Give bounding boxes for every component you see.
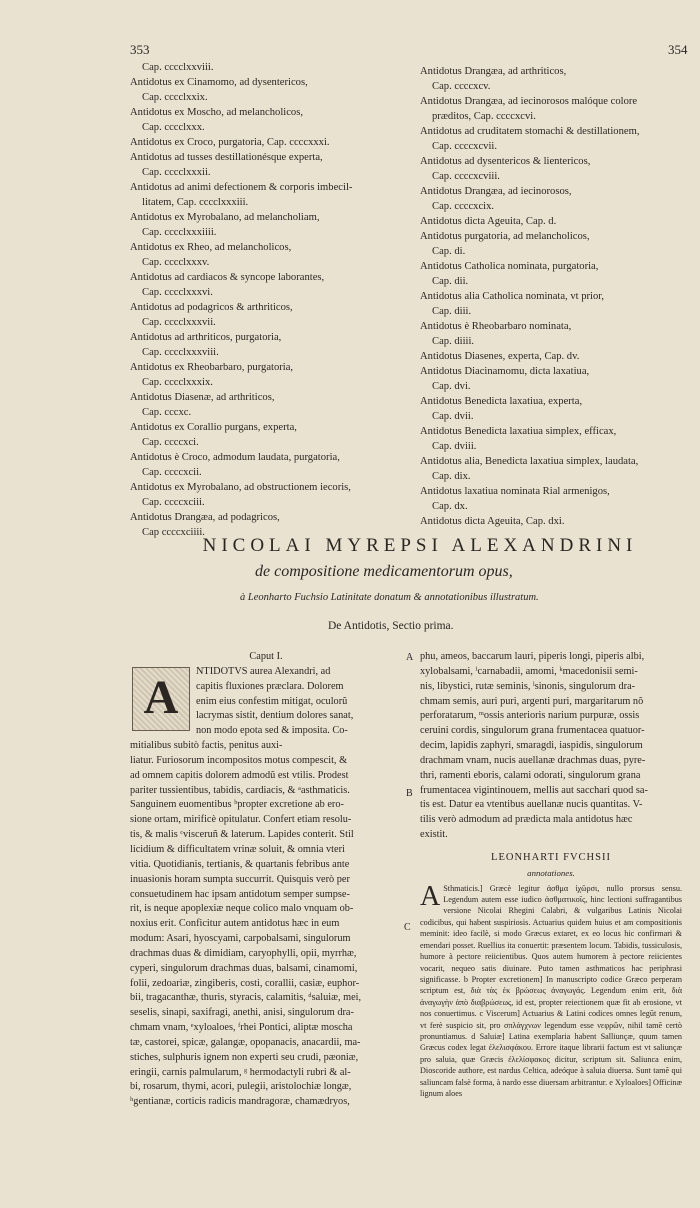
margin-letter-b: B	[406, 788, 413, 799]
text-line: nis, libystici, rutæ seminis, ˡsinonis, singulorum dra-	[420, 680, 636, 692]
text-line: tis, & malis ᶜvisceruñ & laterum. Lapides conterit. Stil	[130, 829, 354, 841]
text-line: frumentacea vigintinouem, mellis aut sacchari quod sa-	[420, 784, 648, 796]
text-line: rit, is neque apoplexiæ neque colico malo vnquam ob-	[130, 903, 354, 915]
index-entry: Cap. ccccxciii.	[142, 497, 205, 508]
page-number-right: 354	[668, 42, 688, 57]
page-number-left: 353	[130, 42, 150, 57]
text-line: liatur. Furiosorum incompositos motus compescit, &	[130, 754, 348, 766]
index-entry: Antidotus è Croco, admodum laudata, purgatoria,	[130, 452, 340, 463]
index-entry: Antidotus ex Cinamomo, ad dysentericos,	[130, 77, 308, 88]
body-column-right	[420, 650, 682, 1099]
text-line: pariter tussientibus, tabidis, cardiacis, & ᵃasthmaticis.	[130, 784, 350, 796]
text-line: non modo epota sed & imposita. Co-	[196, 725, 348, 737]
text-line: mitialibus subitò factis, penitus auxi-	[130, 740, 283, 752]
body-text-left	[130, 665, 402, 1110]
index-entry: Cap ccccxciiii.	[142, 527, 205, 538]
index-column-left	[130, 60, 412, 540]
index-entry: Cap. cccclxxxiiii.	[142, 227, 217, 238]
text-line: ad omnem capitis dolorem admodũ est vtilis. Prodest	[130, 769, 349, 781]
index-entry: Antidotus alia, Benedicta laxatiua simplex, laudata,	[420, 456, 639, 467]
index-entry: Cap. cccclxxviii.	[142, 62, 214, 73]
text-line: xylobalsami, ⁱcarnabadii, amomi, ᵏmacedonisii semi-	[420, 665, 638, 677]
index-entry: Cap. cccclxxxix.	[142, 377, 213, 388]
text-line: drachmam vnam, nucis auellanæ drachmas duas, pyre-	[420, 754, 646, 766]
index-entry: Cap. cccclxxxvi.	[142, 287, 213, 298]
index-entry: Antidotus ad podagricos & arthriticos,	[130, 302, 293, 313]
text-line: decim, lapidis zaphyri, smaragdi, iaspidis, singulorum	[420, 740, 643, 752]
text-line: thri, ramenti eboris, calami odorati, singulorum grana	[420, 769, 641, 781]
annotation-initial: A	[420, 880, 441, 912]
index-entry: Antidotus ex Corallio purgans, experta,	[130, 422, 297, 433]
annotations-title: LEONHARTI FVCHSII	[491, 851, 611, 863]
index-entry: Antidotus ex Rheobarbaro, purgatoria,	[130, 362, 294, 373]
index-entry: Cap. diii.	[432, 306, 472, 317]
text-line: drachmas duas & dimidiam, caryophylli, opii, myrrhæ,	[130, 947, 357, 959]
index-entry: Antidotus è Rheobarbaro nominata,	[420, 321, 572, 332]
index-entry: Antidotus ex Myrobalano, ad melancholiam,	[130, 212, 320, 223]
text-line: stiches, sulphuris ignem non experti seu crudi, pæoniæ,	[130, 1051, 359, 1063]
index-entry: Cap. ccccxcii.	[142, 467, 202, 478]
margin-letter-a: A	[406, 652, 414, 663]
index-entry: Antidotus ad dysentericos & lientericos,	[420, 156, 591, 167]
margin-letter-c: C	[404, 922, 411, 933]
index-entry: Antidotus ad tusses destillationésque experta,	[130, 152, 323, 163]
index-entry: Cap. cccclxxxvii.	[142, 317, 216, 328]
index-entry: præditos, Cap. ccccxcvi.	[432, 111, 536, 122]
text-line: eringii, carnis palmularum, ᵍ hermodactyli rubri & al-	[130, 1066, 351, 1078]
index-entry: Cap. ccccxcvii.	[432, 141, 498, 152]
index-entry: Antidotus Drangæa, ad arthriticos,	[420, 66, 567, 77]
index-entry: Antidotus laxatiua nominata Rial armenigos,	[420, 486, 610, 497]
text-line: vitia. Quotidianis, tertianis, & quartanis febribus ante	[130, 858, 350, 870]
index-entry: Cap. cccclxxx.	[142, 122, 205, 133]
index-entry: Antidotus Diacinamomu, dicta laxatiua,	[420, 366, 590, 377]
index-entry: Antidotus alia Catholica nominata, vt prior,	[420, 291, 605, 302]
work-title: NICOLAI MYREPSI ALEXANDRINI	[202, 535, 638, 556]
index-entry: Cap. ccccxcix.	[432, 201, 495, 212]
index-entry: Antidotus Drangæa, ad iecinorosos,	[420, 186, 572, 197]
text-line: folii, zedoariæ, zingiberis, costi, corallii, casiæ, euphor-	[130, 977, 360, 989]
index-entry: Cap. ccccxci.	[142, 437, 199, 448]
text-line: phu, ameos, baccarum lauri, piperis longi, piperis albi,	[420, 651, 645, 662]
text-line: licidium & difficultatem vrinæ soluit, & omnia vteri	[130, 843, 345, 855]
text-line: modum: Asari, hyoscyami, carpobalsami, singulorum	[130, 933, 351, 945]
text-line: seselis, sinapi, saxifragi, anethi, anisi, singulorum dra-	[130, 1007, 354, 1019]
text-line: tis est. Datur ea vtentibus auellanæ nucis quantitas. V-	[420, 799, 643, 811]
index-entry: Cap. dii.	[432, 276, 469, 287]
text-line: NTIDOTVS aurea Alexandri, ad	[196, 665, 331, 677]
index-entry: Cap. ccccxcviii.	[432, 171, 500, 182]
index-entry: Antidotus ad animi defectionem & corporis imbecil-	[130, 182, 353, 193]
text-line: tæ, castorei, spicæ, galangæ, opopanacis, anacardii, ma-	[130, 1036, 361, 1048]
text-line: bi, rosarum, thymi, acori, pulegii, aristolochiæ longæ,	[130, 1081, 352, 1093]
body-text-right	[420, 650, 682, 843]
index-entry: Cap. cccclxxix.	[142, 92, 208, 103]
text-line: inuasionis horam sumpta succurrit. Quisquis verò per	[130, 873, 350, 885]
index-entry: Antidotus ad arthriticos, purgatoria,	[130, 332, 282, 343]
section-heading: De Antidotis, Sectio prima.	[328, 620, 454, 632]
index-entry: Antidotus ex Rheo, ad melancholicos,	[130, 242, 292, 253]
text-line: cyperi, singulorum drachmas duas, balsami, cinamomi,	[130, 962, 358, 974]
index-entry: Cap. cccclxxxviii.	[142, 347, 219, 358]
text-line: perforatarum, ᵐossis anterioris narium purpuræ, ossis	[420, 710, 640, 722]
index-entry: Antidotus Catholica nominata, purgatoria,	[420, 261, 599, 272]
index-entry: Cap. dvi.	[432, 381, 471, 392]
index-entry: Antidotus Diasenæ, ad arthriticos,	[130, 392, 275, 403]
text-line: Sanguinem euomentibus ᵇpropter excretione ab ero-	[130, 799, 344, 811]
text-line: ceruini cordis, singulorum grana frumentacea quatuor-	[420, 725, 645, 737]
index-entry: Cap. dx.	[432, 501, 468, 512]
index-entry: Cap. di.	[432, 246, 466, 257]
index-entry: Antidotus ad cruditatem stomachi & destillationem,	[420, 126, 640, 137]
index-entry: Antidotus ex Croco, purgatoria, Cap. ccccxxxi.	[130, 137, 330, 148]
text-line: consuetudinem hac ipsam antidotum semper sumpse-	[130, 888, 350, 900]
index-entry: Cap. cccclxxxii.	[142, 167, 211, 178]
index-entry: Antidotus dicta Ageuita, Cap. dxi.	[420, 516, 565, 527]
text-line: capitis fluxiones præclara. Dolorem	[196, 680, 344, 692]
text-line: existit.	[420, 829, 448, 841]
index-entry: Antidotus ad cardiacos & syncope laborantes,	[130, 272, 325, 283]
annotations-text	[420, 880, 682, 1100]
text-line: tilis verò admodum ad prædicta mala antidotus hæc	[420, 814, 633, 826]
text-line: noxius erit. Conficitur autem antidotus hæc in eum	[130, 918, 340, 930]
chapter-heading: Caput I.	[249, 651, 283, 662]
text-line: bii, tragacanthæ, thuris, styracis, calamitis, ᵈsaluiæ, mei,	[130, 992, 362, 1004]
index-entry: Antidotus Benedicta laxatiua simplex, efficax,	[420, 426, 617, 437]
index-entry: Cap. cccxc.	[142, 407, 192, 418]
index-column-right	[420, 64, 682, 529]
index-entry: Antidotus ex Myrobalano, ad obstructionem iecoris,	[130, 482, 351, 493]
translator-credit: à Leonharto Fuchsio Latinitate donatum & annotationibus illustratum.	[240, 592, 539, 603]
index-entry: Cap. dvii.	[432, 411, 474, 422]
index-entry: Antidotus Drangæa, ad podagricos,	[130, 512, 280, 523]
index-entry: Antidotus dicta Ageuita, Cap. d.	[420, 216, 557, 227]
ornamental-initial: A	[132, 667, 190, 731]
body-column-left	[130, 650, 402, 1110]
work-subtitle: de compositione medicamentorum opus,	[255, 563, 513, 580]
index-entry: Antidotus Diasenes, experta, Cap. dv.	[420, 351, 580, 362]
text-line: ʰgentianæ, corticis radicis mandragoræ, chamædryos,	[130, 1096, 350, 1108]
text-line: chmam semis, auri puri, argenti puri, margaritarum nõ	[420, 695, 644, 707]
index-entry: Cap. cccclxxxv.	[142, 257, 210, 268]
index-entry: Antidotus Benedicta laxatiua, experta,	[420, 396, 583, 407]
text-line: chmam vnam, ᵉxyloaloes, ᶠrhei Pontici, aliptæ moscha	[130, 1022, 353, 1034]
index-entry: Cap. diiii.	[432, 336, 475, 347]
annotation-body: Sthmaticis.] Græcè legitur ἀσθμα ἰχῶρσι, nullo prorsus sensu. Legendum autem esse iudico ἀσθματικοῖς, hinc lectioni suffragantibus versione Nicolai Rhegini Calabri, & vulgaribus Latinis Nicolai codicibus, qui habent suspiriosis. Actuarius quidem huius et am compositionis meminit: ideo facilè, si modo Græcus extaret, ex eo locus hic confirmari & emendari posset. Ruellius ita conuertit: præsentem locum. Tabidis, tussiculosis, humore à pectore reiicientibus. Quos autem humorem à pectore reiicientes vocarit, nequeo satis diuinare. Puto tamen asthmaticos hac periphrasi significasse. b Propter excretionem] In manuscripto codice Græco perperam scriptum est, διὰ τὰς ἐκ βρώσεως ἀναγωγάς. Legendum enim erit, διὰ ἀναγωγὴν ἀπὸ διαβρώσεως, id est, propter reiectionem quæ fit ab erosione, vt nos conuertimus. c Viscerum] Actuarius & Latini codices omnes legũt renum, vt ferè suspicio sit, pro σπλάγχνων legendum esse νεφρῶν, nihil tamẽ certò pronuntiamus. d Saluiæ] Latina exemplaria habent Salliunçæ, quum tamen Græcus codex legat ἐλελισφάκου. Errore itaque librarii factum est vt saliunçæ pro saluia, quæ Græcis ἐλελίσφακος dicitur, scriptum sit. Saliunca enim, Dioscoride authore, est nardus Celtica, adeóque à saluia diuersa. Sunt tamẽ qui saliuncam falsè forma, à nardo esse diuersam arbitrantur. e Xyloaloes] Officinæ lignum aloes	[420, 883, 682, 1098]
index-entry: Antidotus purgatoria, ad melancholicos,	[420, 231, 590, 242]
index-entry: Cap. dviii.	[432, 441, 477, 452]
text-line: sione ortam, mirificè opitulatur. Confert etiam resolu-	[130, 814, 352, 826]
annotations-subtitle: annotationes.	[527, 867, 575, 878]
index-entry: Cap. dix.	[432, 471, 471, 482]
index-entry: Antidotus Drangæa, ad iecinorosos malóque colore	[420, 96, 638, 107]
text-line: lacrymas sistit, dentium dolores sanat,	[196, 710, 354, 722]
text-line: enim eius confestim mitigat, oculorũ	[196, 695, 348, 707]
index-entry: litatem, Cap. cccclxxxiii.	[142, 197, 249, 208]
index-entry: Antidotus ex Moscho, ad melancholicos,	[130, 107, 304, 118]
index-entry: Cap. ccccxcv.	[432, 81, 491, 92]
